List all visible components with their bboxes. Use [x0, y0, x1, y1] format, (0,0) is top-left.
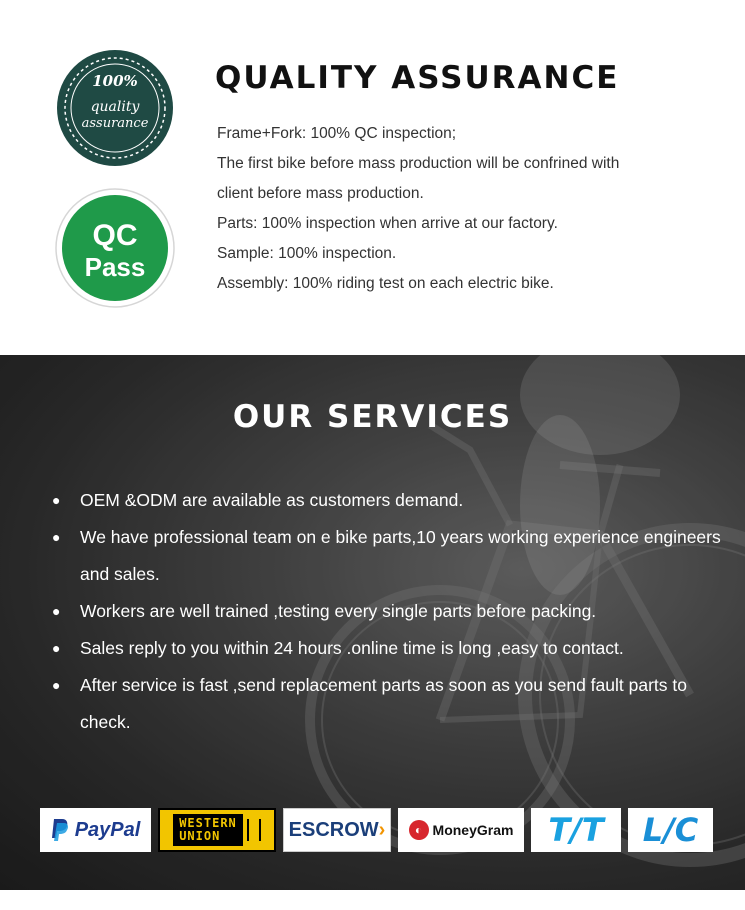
western-union-bars-icon: [247, 819, 261, 841]
quality-assurance-title: QUALITY ASSURANCE: [215, 60, 620, 96]
moneygram-label: MoneyGram: [432, 822, 514, 838]
our-services-title: OUR SERVICES: [232, 399, 513, 435]
escrow-label: ESCROW: [288, 818, 379, 841]
badge-top-line3: assurance: [81, 116, 149, 131]
quality-assurance-text: [217, 119, 717, 299]
escrow-logo: [283, 808, 391, 852]
lc-label: L/C: [642, 811, 699, 849]
list-item: [52, 519, 732, 593]
qc-badge-line2: Pass: [84, 252, 146, 282]
paypal-p-icon: [51, 818, 69, 842]
paypal-logo: [40, 808, 151, 852]
service-text: We have professional team on e bike parts,10 years working experience engineers and sales.: [80, 527, 721, 584]
bullet-icon: ●: [52, 603, 61, 619]
lc-logo: [628, 808, 713, 852]
qa-line: Assembly: 100% riding test on each electric bike.: [217, 275, 554, 292]
bullet-icon: ●: [52, 492, 61, 508]
bullet-icon: ●: [52, 677, 61, 693]
western-union-logo: [158, 808, 276, 852]
quality-assurance-section: [0, 0, 745, 355]
service-text: OEM &ODM are available as customers demand.: [80, 490, 464, 510]
qc-pass-badge-icon: [55, 188, 175, 308]
bullet-icon: ●: [52, 529, 61, 545]
qa-line: Sample: 100% inspection.: [217, 245, 397, 262]
paypal-label: PayPal: [74, 818, 141, 841]
tt-logo: [531, 808, 621, 852]
qa-line: The first bike before mass production will be confrined with: [217, 155, 620, 172]
list-item: [52, 482, 732, 519]
list-item: [52, 593, 732, 630]
our-services-section: [0, 355, 745, 890]
escrow-swoosh-icon: ›: [378, 818, 386, 841]
western-union-line2: UNION: [179, 829, 221, 843]
moneygram-logo: [398, 808, 524, 852]
badge-top-line2: quality: [90, 99, 140, 115]
badge-top-line1: 100%: [92, 72, 138, 90]
quality-assurance-badge-icon: [55, 48, 175, 168]
western-union-line1: WESTERN: [179, 816, 237, 830]
list-item: [52, 630, 732, 667]
qa-line: Parts: 100% inspection when arrive at our factory.: [217, 215, 558, 232]
service-text: Workers are well trained ,testing every single parts before packing.: [80, 601, 597, 621]
list-item: [52, 667, 732, 741]
services-list: [52, 482, 732, 741]
service-text: Sales reply to you within 24 hours .online time is long ,easy to contact.: [80, 638, 624, 658]
moneygram-globe-icon: ◐: [409, 820, 429, 840]
bottom-spacer: [0, 890, 745, 910]
tt-label: T/T: [548, 811, 604, 849]
qa-line: client before mass production.: [217, 185, 424, 202]
service-text: After service is fast ,send replacement parts as soon as you send fault parts to check.: [80, 675, 687, 732]
bullet-icon: ●: [52, 640, 61, 656]
qa-line: Frame+Fork: 100% QC inspection;: [217, 125, 457, 142]
qc-badge-line1: QC: [92, 219, 138, 252]
